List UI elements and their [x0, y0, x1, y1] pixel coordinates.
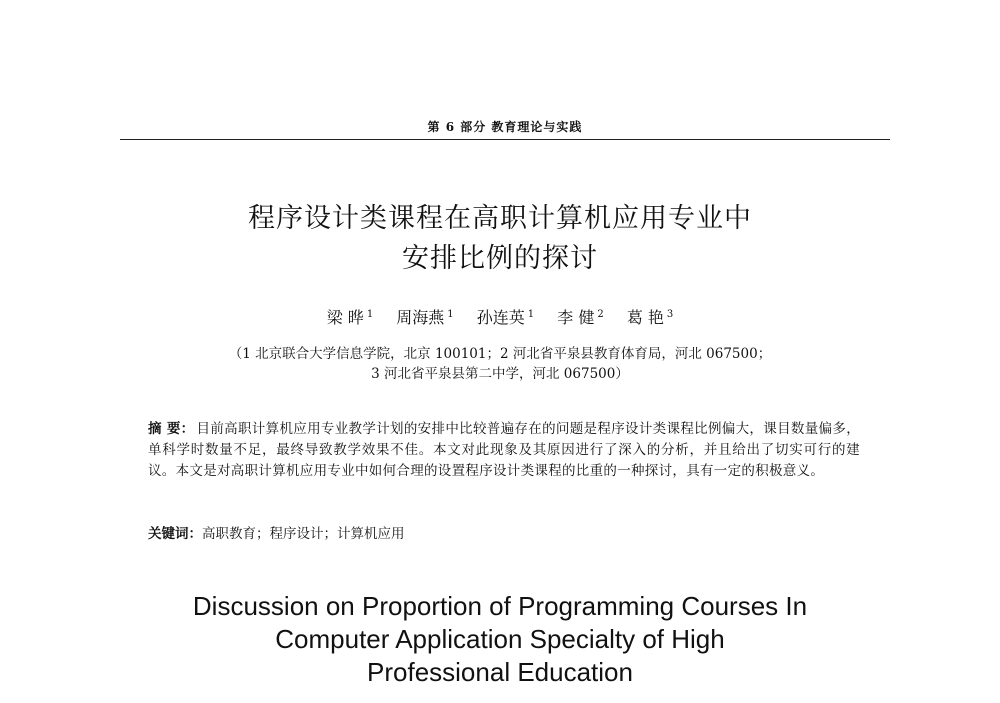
keywords-label: 关键词：	[148, 526, 202, 542]
abstract-text: 目前高职计算机应用专业教学计划的安排中比较普遍存在的问题是程序设计类课程比例偏大，课目数量偏多，单科学时数量不足，最终导致教学效果不佳。本文对此现象及其原因进行了深入的分析，并且给出了切实可行的建议。本文是对高职计算机应用专业中如何合理的设置程序设计类课程的比重的一种探讨，具有一定的积极意义。	[148, 421, 860, 479]
author-list	[150, 305, 850, 328]
english-title-line-2: Computer Application Specialty of High	[275, 624, 725, 654]
title-line-1: 程序设计类课程在高职计算机应用专业中	[248, 203, 752, 234]
author: 梁 晔 $^1$	[326, 308, 374, 327]
affiliation-line-1: （1 北京联合大学信息学院，北京 100101；2 河北省平泉县教育体育局，河北 067500；	[228, 346, 772, 362]
affiliations	[120, 344, 880, 384]
title-line-2: 安排比例的探讨	[402, 243, 598, 274]
english-title-line-3: Professional Education	[367, 657, 633, 687]
chinese-title	[150, 199, 850, 279]
affiliation-line-2: 3 河北省平泉县第二中学，河北 067500）	[371, 366, 629, 382]
english-title	[100, 590, 900, 689]
affiliation-marker: 1	[366, 308, 374, 320]
affiliation-marker: 1	[527, 308, 535, 320]
keywords-text: 高职教育；程序设计；计算机应用	[202, 526, 405, 542]
header-rule	[120, 139, 890, 140]
affiliation-marker: 3	[666, 308, 674, 320]
abstract-label: 摘 要：	[148, 421, 195, 437]
author: 孙连英 $^1$	[476, 308, 535, 327]
author: 葛 艳 $^3$	[626, 308, 674, 327]
affiliation-marker: 1	[447, 308, 454, 320]
keywords	[148, 524, 860, 545]
author: 李 健 $^2$	[557, 308, 604, 327]
running-head: 第 6 部分 教育理论与实践	[427, 120, 583, 134]
abstract	[148, 419, 860, 482]
affiliation-marker: 2	[597, 308, 604, 320]
author: 周海燕 $^1$	[396, 308, 454, 327]
english-title-line-1: Discussion on Proportion of Programming Courses In	[192, 591, 808, 621]
